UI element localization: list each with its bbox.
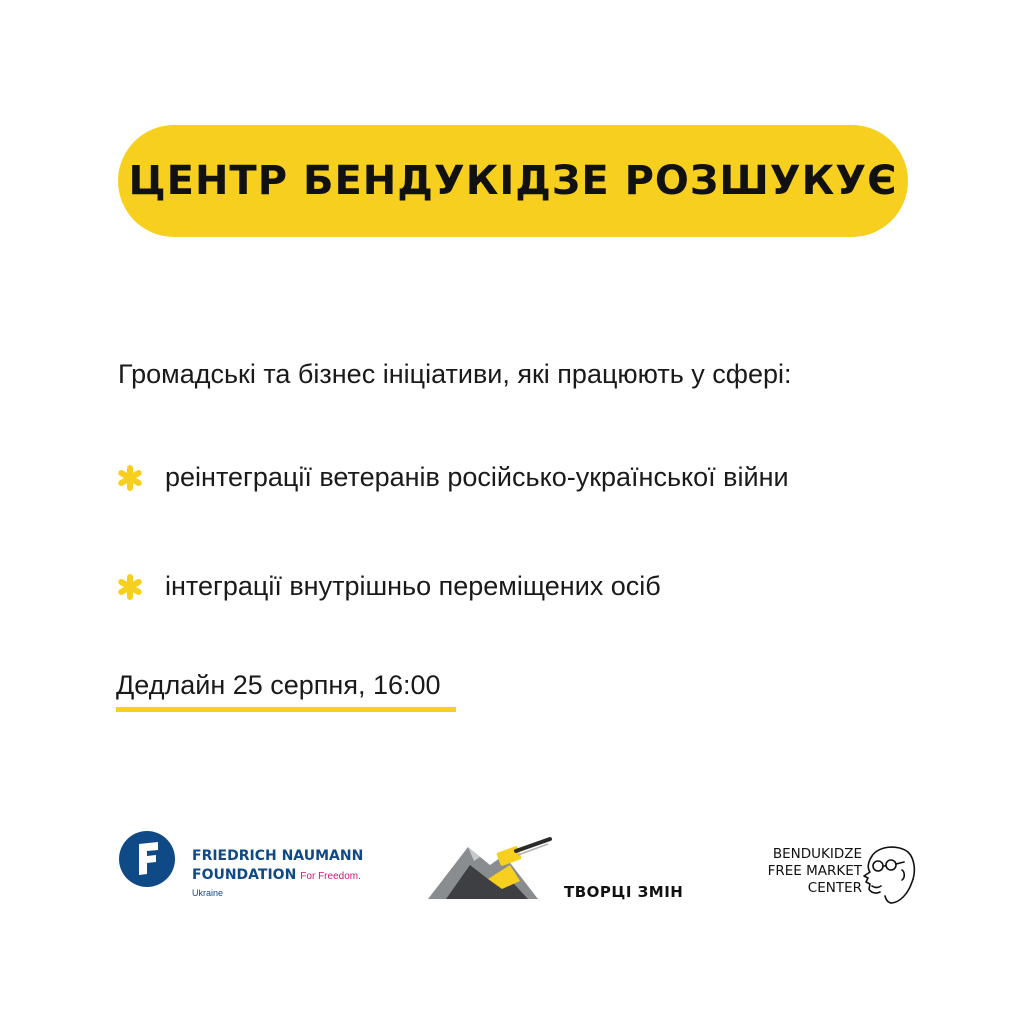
fnf-logo-icon [118, 830, 176, 888]
list-item [116, 571, 661, 602]
list-item-text: реінтеграції ветеранів російсько-української війни [165, 462, 789, 492]
page-title: ЦЕНТР БЕНДУКІДЗЕ РОЗШУКУЄ [128, 158, 898, 204]
deadline-text: Дедлайн 25 серпня, 16:00 [116, 670, 441, 700]
title-banner [118, 125, 908, 237]
fnf-name-line2 [192, 867, 361, 883]
bfmc-name [768, 846, 862, 897]
portrait-face-icon [858, 842, 918, 906]
fnf-country: Ukraine [192, 888, 224, 898]
fnf-foundation: FOUNDATION [192, 867, 297, 883]
asterisk-icon [116, 464, 144, 492]
bfmc-logo [748, 840, 918, 906]
bfmc-line1: BENDUKIDZE [772, 846, 862, 862]
fnf-name-line1: FRIEDRICH NAUMANN [192, 848, 364, 864]
list-item-text: інтеграції внутрішньо переміщених осіб [165, 571, 661, 601]
fnf-tagline: For Freedom. [300, 871, 361, 882]
tz-name: ТВОРЦІ ЗМІН [564, 883, 684, 901]
intro-text: Громадські та бізнес ініціативи, які працюють у сфері: [118, 359, 792, 389]
bfmc-line3: CENTER [807, 880, 862, 896]
list-item [116, 462, 789, 493]
mountain-hammer-icon [428, 835, 558, 901]
bfmc-line2: FREE MARKET [767, 863, 862, 879]
tz-logo [428, 835, 688, 905]
asterisk-icon [116, 573, 144, 601]
fnf-logo [118, 830, 368, 900]
deadline-underline [116, 707, 456, 712]
